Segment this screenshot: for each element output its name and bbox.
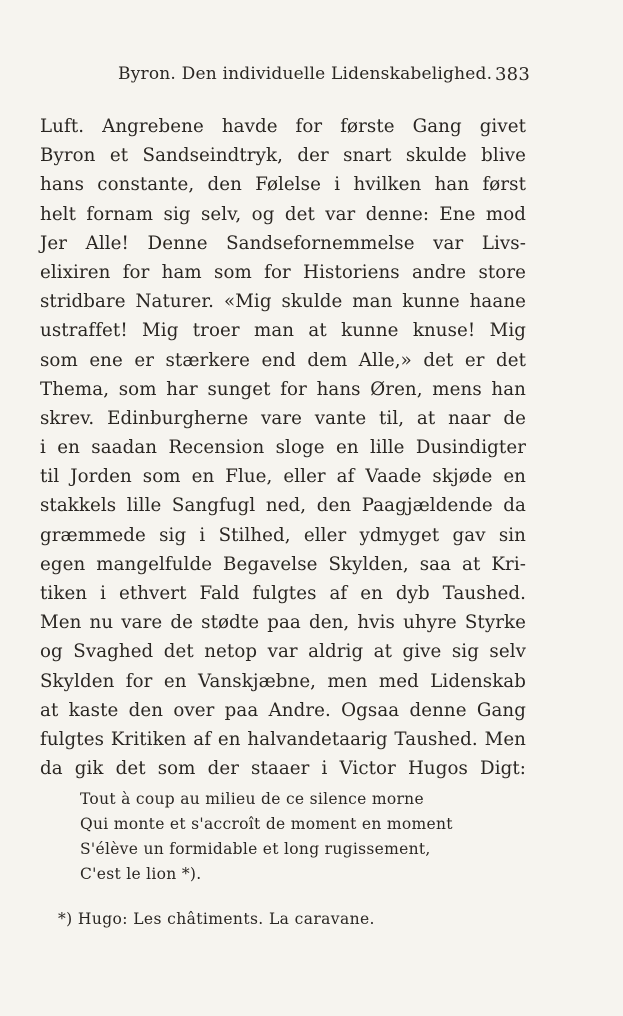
- text-line: tiken i ethvert Fald fulgtes af en dyb Taushed.: [40, 583, 526, 604]
- text-line: stridbare Naturer. «Mig skulde man kunne haane: [40, 291, 526, 313]
- text-line: Men nu vare de stødte paa den, hvis uhyre Styrke: [40, 612, 526, 634]
- poem-line: Qui monte et s'accroît de moment en moment: [80, 815, 453, 833]
- text-line: i en saadan Recension sloge en lille Dusindigter: [40, 437, 526, 459]
- poem-line: Tout à coup au milieu de ce silence morne: [80, 790, 424, 808]
- text-line: egen mangelfulde Begavelse Skylden, saa at Kri-: [40, 553, 526, 575]
- text-line: helt fornam sig selv, og det var denne: Ene mod: [40, 203, 526, 225]
- text-line: stakkels lille Sangfugl ned, den Paagjældende da: [40, 495, 526, 517]
- text-line: at kaste den over paa Andre. Ogsaa denne Gang: [40, 699, 526, 721]
- footnote: *) Hugo: Les châtiments. La caravane.: [58, 910, 375, 928]
- text-line: hans constante, den Følelse i hvilken han først: [40, 174, 526, 196]
- text-line: ustraffet! Mig troer man at kunne knuse! Mig: [40, 320, 526, 342]
- poem-line: S'élève un formidable et long rugissement,: [80, 840, 431, 858]
- text-line: Luft. Angrebene havde for første Gang givet: [40, 116, 526, 137]
- text-line: Skylden for en Vanskjæbne, men med Lidenskab: [40, 670, 526, 692]
- text-line: Byron et Sandseindtryk, der snart skulde blive: [40, 145, 526, 167]
- text-line: Thema, som har sunget for hans Øren, mens han: [40, 378, 526, 400]
- text-line: til Jorden som en Flue, eller af Vaade skjøde en: [40, 466, 526, 488]
- poem-quote: [80, 787, 500, 887]
- text-line: fulgtes Kritiken af en halvandetaarig Taushed. Men: [40, 728, 526, 750]
- text-line: som ene er stærkere end dem Alle,» det er det: [40, 349, 526, 371]
- text-line: og Svaghed det netop var aldrig at give sig selv: [40, 641, 526, 663]
- text-line: græmmede sig i Stilhed, eller ydmyget gav sin: [40, 524, 526, 546]
- text-line: elixiren for ham som for Historiens andre store: [40, 261, 526, 283]
- body-text: [40, 112, 526, 783]
- running-header: [118, 64, 530, 90]
- page-number: 383: [495, 64, 530, 85]
- text-line: skrev. Edinburgherne vare vante til, at naar de: [40, 407, 526, 429]
- running-title: Byron. Den individuelle Lidenskabelighed.: [118, 64, 493, 84]
- text-line: Jer Alle! Denne Sandsefornemmelse var Livs-: [40, 232, 526, 254]
- text-line-last: da gik det som der staaer i Victor Hugos Digt:: [40, 758, 526, 780]
- poem-line: C'est le lion *).: [80, 865, 202, 883]
